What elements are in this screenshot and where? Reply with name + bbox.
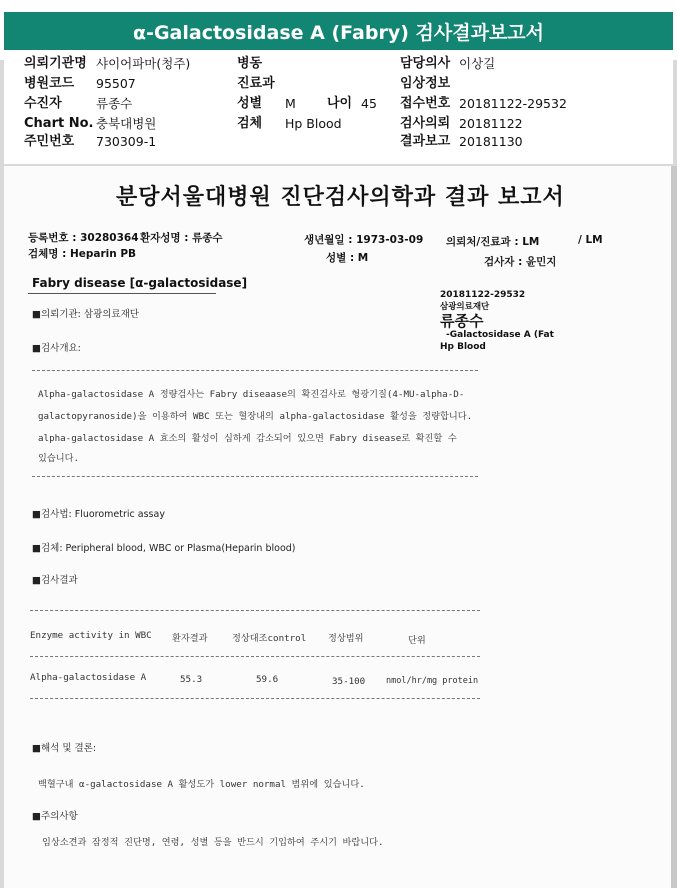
info-value: 20181122 <box>459 116 523 131</box>
requester-dept: 의뢰처/진료과 : LM <box>446 236 540 248</box>
interpretation-text: 백혈구내 α-galactosidase A 활성도가 lower normal 범위에 있습니다. <box>38 779 365 790</box>
specimen-type: ■검체: Peripheral blood, WBC or Plasma(Heparin blood) <box>32 543 296 554</box>
info-label: 수진자 <box>24 96 62 111</box>
caution-text: 임상소견과 잠정적 진단명, 연령, 성별 등을 반드시 기입하여 주시기 바랍니다. <box>42 837 384 848</box>
sticker-org: 삼광의료재단 <box>440 302 490 312</box>
specimen-label-sticker <box>436 286 576 356</box>
info-label: 나이 <box>327 96 353 111</box>
table-cell: 35-100 <box>332 676 366 687</box>
table-header: 정상범위 <box>328 633 364 644</box>
table-header: 단위 <box>408 635 426 646</box>
sticker-reception-number: 20181122-29532 <box>440 290 526 300</box>
info-value: 730309-1 <box>96 134 157 149</box>
registration-number: 등록번호 : 30280364 <box>28 232 139 244</box>
info-value: Hp Blood <box>285 116 342 131</box>
divider <box>32 476 478 477</box>
divider <box>32 370 478 371</box>
info-value: 45 <box>361 96 377 111</box>
overview-line: alpha-galactosidase A 효소의 활성이 심하게 감소되어 있으면 Fabry disease로 확진할 수 <box>38 433 457 444</box>
info-label: 임상정보 <box>400 76 451 91</box>
info-label: 검사의뢰 <box>400 116 451 131</box>
results-title: ■검사결과 <box>32 575 78 586</box>
test-name: Fabry disease [α-galactosidase] <box>32 276 248 290</box>
table-cell: nmol/hr/mg protein <box>386 676 479 686</box>
specimen-name: 검체명 : Heparin PB <box>28 248 137 260</box>
info-value: 충북대병원 <box>96 116 157 131</box>
table-header: 환자결과 <box>172 633 208 644</box>
patient-info-panel <box>4 52 673 164</box>
info-value: M <box>285 96 296 111</box>
sheet-title: 분당서울대병원 진단검사의학과 결과 보고서 <box>116 185 565 210</box>
info-label: 성별 <box>237 96 263 111</box>
patient-name: 환자성명 : 류종수 <box>140 232 223 244</box>
table-cell: Alpha-galactosidase A <box>30 672 147 683</box>
info-label: 병원코드 <box>24 76 75 91</box>
request-org: ■의뢰기관: 삼광의료재단 <box>32 309 139 320</box>
table-header-rule <box>30 656 480 657</box>
info-value: 20181122-29532 <box>459 96 567 111</box>
sticker-specimen: Hp Blood <box>440 342 486 352</box>
report-title: α-Galactosidase A (Fabry) 검사결과보고서 <box>133 21 544 44</box>
info-label: 담당의사 <box>400 56 451 71</box>
test-name-underline <box>28 293 216 294</box>
info-value: 샤이어파마(청주) <box>96 56 191 71</box>
method: ■검사법: Fluorometric assay <box>32 509 165 520</box>
overview-title: ■검사개요: <box>32 343 81 354</box>
info-value: 20181130 <box>459 134 523 149</box>
info-label: 의뢰기관명 <box>24 56 87 71</box>
info-label: 병동 <box>237 56 263 71</box>
sex: 성별 : M <box>326 252 369 264</box>
overview-line: galactopyranoside)을 이용하여 WBC 또는 혈장내의 alpha-galactosidase 활성을 정량합니다. <box>38 411 473 422</box>
caution-title: ■주의사항 <box>32 811 78 822</box>
info-value: 이상길 <box>459 56 496 71</box>
sticker-patient: 류종수 <box>440 312 484 330</box>
table-header: Enzyme activity in WBC <box>30 630 152 641</box>
sticker-test: -Galactosidase A (Fat <box>446 330 554 340</box>
table-top-rule <box>30 610 480 611</box>
examiner: 검사자 : 윤민지 <box>484 256 557 268</box>
info-label: 주민번호 <box>24 134 75 149</box>
report-title-banner <box>4 12 673 50</box>
sheet-edge <box>671 166 677 888</box>
info-value: 류종수 <box>96 96 133 111</box>
table-cell: 59.6 <box>256 674 279 685</box>
info-label: 접수번호 <box>400 96 451 111</box>
overview-line: 있습니다. <box>38 453 80 464</box>
info-label: 진료과 <box>237 76 275 91</box>
table-bottom-rule <box>30 698 480 699</box>
info-label: Chart No. <box>24 116 94 131</box>
requester-dept-2: / LM <box>578 234 603 246</box>
overview-line: Alpha-galactosidase A 정량검사는 Fabry diseaase의 확진검사로 형광기질(4-MU-alpha-D- <box>38 389 465 400</box>
table-header: 정상대조control <box>232 633 307 644</box>
info-label: 결과보고 <box>400 134 451 149</box>
info-value: 95507 <box>96 76 136 91</box>
interpretation-title: ■해석 및 결론: <box>32 743 97 754</box>
scanned-result-sheet <box>4 166 673 888</box>
birth-date: 생년월일 : 1973-03-09 <box>304 234 424 246</box>
info-label: 검체 <box>237 116 263 131</box>
table-cell: 55.3 <box>180 674 203 685</box>
